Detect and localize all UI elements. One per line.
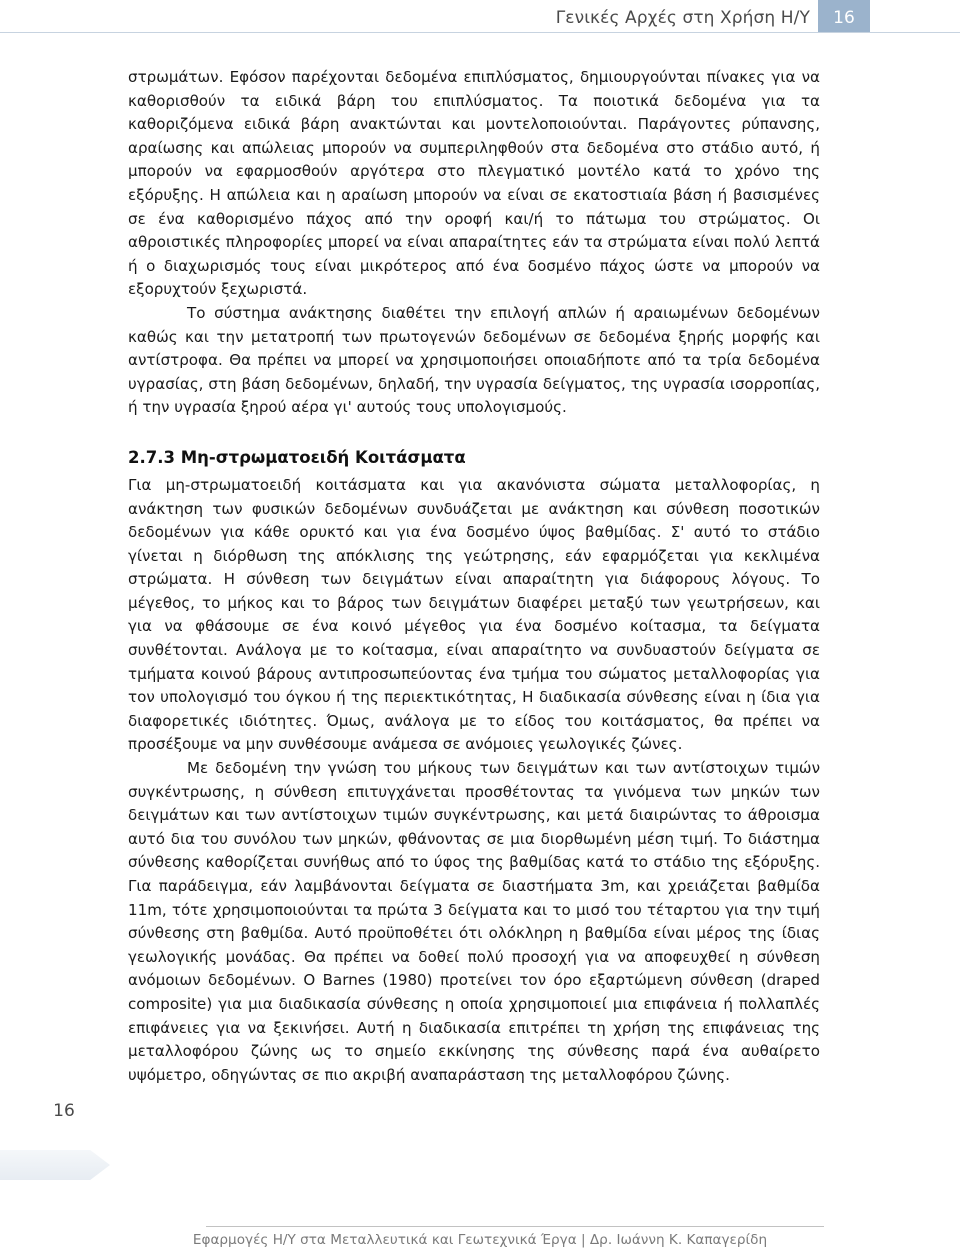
page-body bbox=[128, 66, 820, 1087]
running-header-title: Γενικές Αρχές στη Χρήση Η/Υ bbox=[555, 8, 810, 28]
body-paragraph-3: Για μη-στρωματοειδή κοιτάσματα και για ακανόνιστα σώματα μεταλλοφορίας, η ανάκτηση των φυσικών δεδομένων συνδυάζεται με ανάκτηση και σύνθεση ποσοτικών δεδομένων για κάθε ορυκτό και για ένα δοσμένο ύψος βαθμίδας. Σ' αυτό το στάδιο γίνεται η διόρθωση της απόκλισης της γεώτρησης, εάν εφαρμόζεται για κεκλιμένα στρώματα. Η σύνθεση των δειγμάτων είναι απαραίτητη για διάφορους λόγους. Το μέγεθος, το μήκος και το βάρος των δειγμάτων διαφέρει μεταξύ των γεωτρήσεων, και για να φθάσουμε σε ένα κοινό μέγεθος για ένα δοσμένο κοίτασμα, τα δείγματα συνθέτονται. Ανάλογα με το κοίτασμα, είναι απαραίτητο να συνδυαστούν δείγματα σε τμήματα κοινού βάρους αντιπροσωπεύοντας ένα τμήμα του σώματος μεταλλοφορίας για τον υπολογισμό του όγκου ή της περιεκτικότητας, Η διαδικασία σύνθεσης είναι η ίδια για διαφορετικές ιδιότητες. Όμως, ανάλογα με το είδος του κοιτάσματος, θα πρέπει να προσέξουμε να μην συνθέσουμε ανάμεσα σε ανόμοιες γεωλογικές ζώνες. bbox=[128, 475, 820, 754]
body-paragraph-1: στρωμάτων. Εφόσον παρέχονται δεδομένα επιπλύσματος, δημιουργούνται πίνακες για να καθορισθούν τα ειδικά βάρη του επιπλύσματος. Τα ποιοτικά δεδομένα για τα καθοριζόμενα ειδικά βάρη ανακτώνται και μοντελοποιούνται. Παράγοντες ρύπανσης, αραίωσης και απώλειας μπορούν να συμπεριληφθούν στα δεδομένα στο στάδιο αυτό, ή μπορούν να εφαρμοσθούν αργότερα στο πλεγματικό μοντέλο κατά το χρόνο της εξόρυξης. Η απώλεια και η αραίωση μπορούν να είναι σε εκατοστιαία βάση ή βασισμένες σε ένα καθορισμένο πάχος από την οροφή και/ή το πάτωμα του στρώματος. Οι αθροιστικές πληροφορίες μπορεί να είναι απαραίτητες εάν τα στρώματα είναι πολύ λεπτά ή ο διαχωρισμός τους είναι μικρότερος από ένα δοσμένο πάχος ώστε να μπορούν να εξορυχτούν ξεχωριστά. bbox=[128, 68, 820, 299]
body-paragraph-2: Το σύστημα ανάκτησης διαθέτει την επιλογή απλών ή αραιωμένων δεδομένων καθώς και την μετατροπή των πρωτογενών δεδομένων σε δεδομένα ξηρής μορφής και αντίστροφα. Θα πρέπει να μπορεί να χρησιμοποιήσει οποιαδήποτε από τα τρία δεδομένα υγρασίας, στη βάση δεδομένων, δηλαδή, την υγρασία δείγματος, της υγρασία ισορροπίας, ή την υγρασία ξηρού αέρα γι' αυτούς τους υπολογισμούς. bbox=[128, 303, 820, 417]
section-heading: 2.7.3 Μη-στρωματοειδή Κοιτάσματα bbox=[128, 447, 466, 467]
footer-text: Εφαρμογές Η/Υ στα Μεταλλευτικά και Γεωτεχνικά Έργα | Δρ. Ιωάννη Κ. Καπαγερίδη bbox=[192, 1232, 768, 1248]
side-page-number: 16 bbox=[53, 1101, 75, 1121]
footer-divider bbox=[206, 1226, 824, 1227]
side-decorative-tab bbox=[0, 1150, 110, 1180]
body-paragraph-4: Με δεδομένη την γνώση του μήκους των δειγμάτων και των αντίστοιχων τιμών συγκέντρωσης, η σύνθεση επιτυγχάνεται προσθέτοντας τα γινόμενα των μηκών των δειγμάτων και των αντίστοιχων τιμών συγκέντρωσης, και μετά διαιρώντας το άθροισμα αυτό δια του συνόλου των μηκών, φθάνοντας σε μια διορθωμένη μέση τιμή. Το διάστημα σύνθεσης καθορίζεται συνήθως από το ύφος της βαθμίδας κατά το στάδιο της εξόρυξης. Για παράδειγμα, εάν λαμβάνονται δείγματα σε διαστήματα 3m, και χρειάζεται βαθμίδα 11m, τότε χρησιμοποιούνται τα πρώτα 3 δείγματα και το μισό του τέταρτου για την τιμή σύνθεσης στη βαθμίδα. Αυτό προϋποθέτει ότι ολόκληρη η βαθμίδα είναι μέρος της ίδιας γεωλογικής μονάδας. Θα πρέπει να δοθεί πολύ προσοχή για να αποφευχθεί η σύνθεση ανόμοιων δεδομένων. Ο Barnes (1980) προτείνει τον όρο εξαρτώμενη σύνθεση (draped composite) για μια διαδικασία σύνθεσης η οποία χρησιμοποιεί μια επιφάνεια ή πολλαπλές επιφάνειες για να ξεκινήσει. Αυτή η διαδικασία επιτρέπει τη χρήση της επιφάνειας της μεταλλοφόρου ζώνης ως το σημείο εκκίνησης της σύνθεσης παρά ένα αυθαίρετο υψόμετρο, οδηγώντας σε πιο ακριβή αναπαράσταση της μεταλλοφόρου ζώνης. bbox=[128, 759, 820, 1084]
header-page-number: 16 bbox=[833, 8, 855, 28]
header-divider bbox=[0, 32, 960, 33]
